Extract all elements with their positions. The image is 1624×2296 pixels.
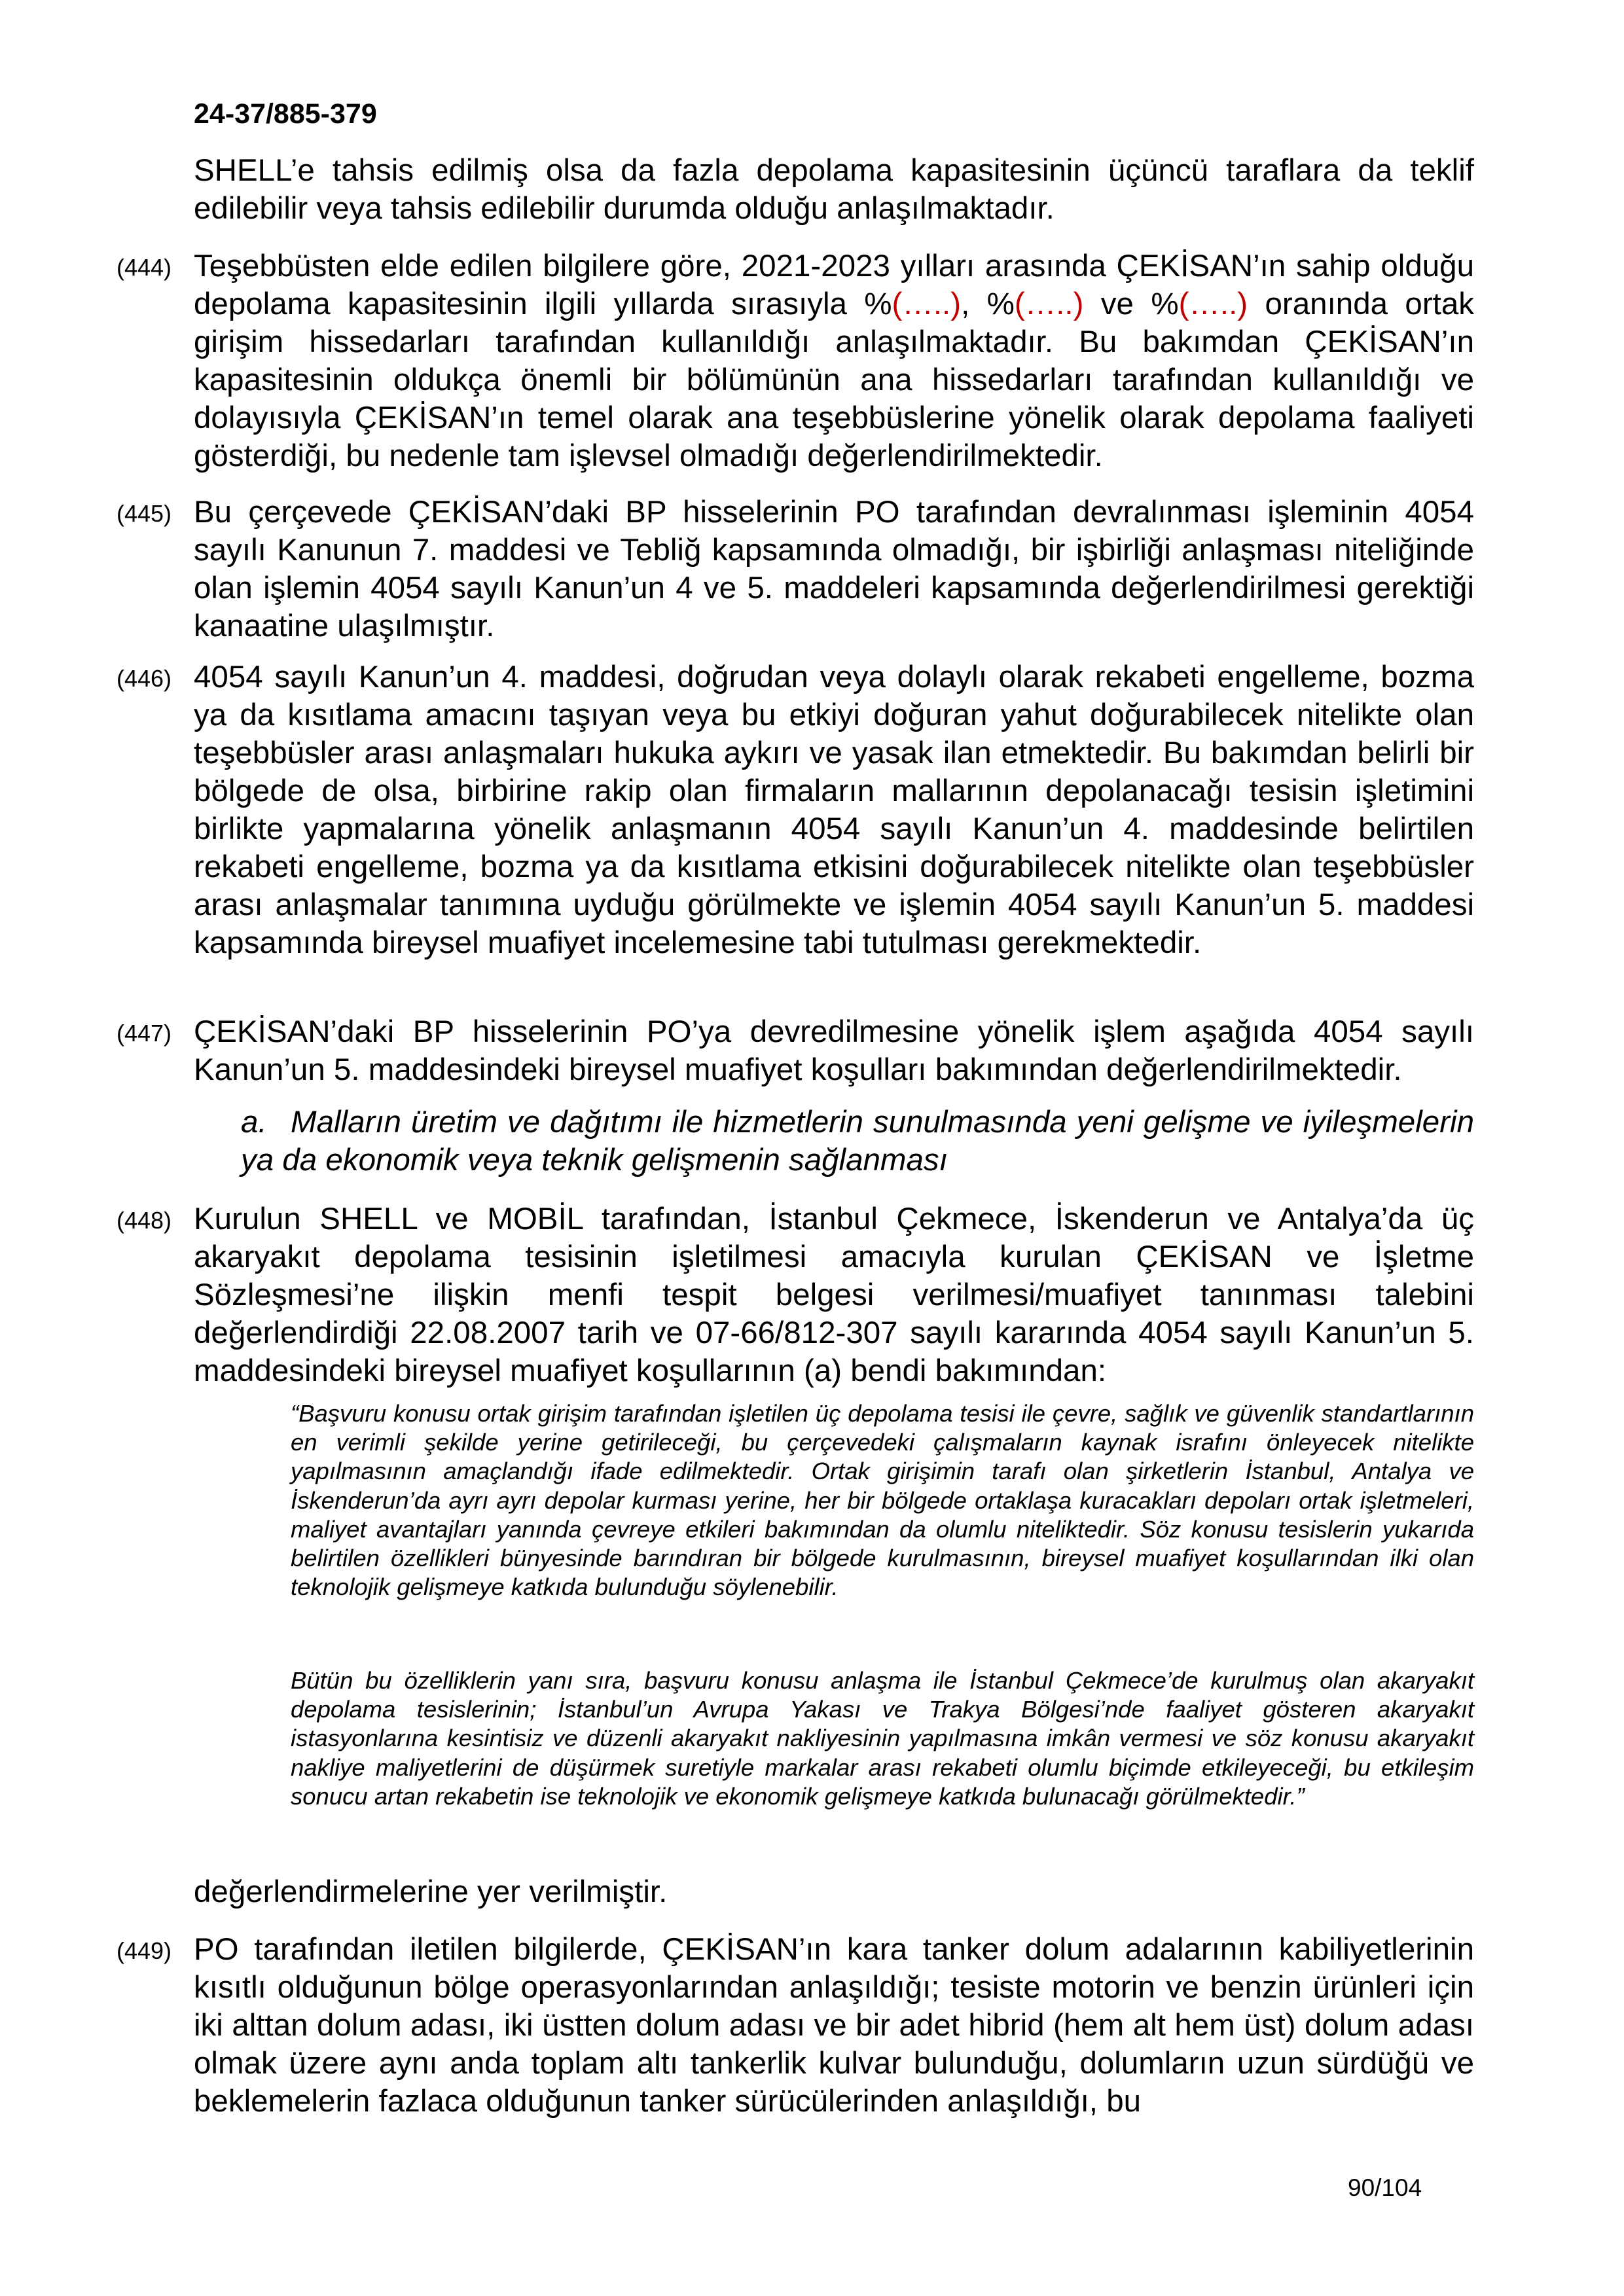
paragraph-text: 4054 sayılı Kanun’un 4. maddesi, doğrudan veya dolaylı olarak rekabeti engelleme, bozma ya da kısıtlama amacını taşıyan veya bu etkiyi doğuran yahut doğurabilecek nitelikte olan teşebbüsler arası anlaşmaları hukuka aykırı ve yasak ilan etmektedir. Bu bakımdan belirli bir bölgede de olsa, birbirine rakip olan firmaların mallarının depolanacağı tesisin işletimini birlikte yapmalarına yönelik anlaşmanın 4054 sayılı Kanun’un 4. maddesinde belirtilen rekabeti engelleme, bozma ya da kısıtlama etkisini doğurabilecek nitelikte olan teşebbüsler arası anlaşmalar tanımına uyduğu görülmekte ve işlemin 4054 sayılı Kanun’un 5. maddesi kapsamında bireysel muafiyet incelemesine tabi tutulması gerekmektedir.	[194, 660, 1474, 960]
block-quote-2: Bütün bu özelliklerin yanı sıra, başvuru konusu anlaşma ile İstanbul Çekmece’de kurulmuş olan akaryakıt depolama tesislerinin; İstanbul’un Avrupa Yakası ve Trakya Bölgesi’nde faaliyet gösteren akaryakıt istasyonlarına kesintisiz ve düzenli akaryakıt nakliyesinin yapılmasına imkân vermesi ve söz konusu akaryakıt nakliye maliyetlerini de düşürmek suretiyle markalar arası rekabeti olumlu biçimde etkileyeceği, bu etkileşim sonucu artan rekabetin ise teknolojik ve ekonomik gelişmeye katkıda bulunacağı görülmektedir.”	[291, 1667, 1474, 1810]
subheading-text: Malların üretim ve dağıtımı ile hizmetlerin sunulmasında yeni gelişme ve iyileşmelerin ya da ekonomik veya teknik gelişmenin sağlanması	[241, 1105, 1474, 1177]
paragraph-text: Bu çerçevede ÇEKİSAN’daki BP hisselerinin PO tarafından devralınması işleminin 4054 sayılı Kanunun 7. maddesi ve Tebliğ kapsamında olmadığı, bir işbirliği anlaşması niteliğinde olan işlemin 4054 sayılı Kanun’un 4 ve 5. maddeleri kapsamında değerlendirilmesi gerektiği kanaatine ulaşılmıştır.	[194, 495, 1474, 643]
redacted-value: (…..)	[1178, 287, 1248, 321]
paragraph-text: oranında ortak girişim hissedarları tarafından kullanıldığı anlaşılmaktadır. Bu bakımdan ÇEKİSAN’ın kapasitesinin oldukça önemli bir bölümünün ana hissedarları tarafından kullanıldığı ve dolayısıyla ÇEKİSAN’ın temel olarak ana teşebbüslerine yönelik olarak depolama faaliyeti gösterdiği, bu nedenle tam işlevsel olmadığı değerlendirilmektedir.	[194, 287, 1475, 473]
paragraph-449	[117, 1931, 1474, 2121]
paragraph-number: (448)	[117, 1207, 172, 1234]
paragraph-444	[117, 247, 1475, 475]
page-number: 90/104	[1348, 2174, 1422, 2201]
block-quote-1: “Başvuru konusu ortak girişim tarafından işletilen üç depolama tesisi ile çevre, sağlık ve güvenlik standartlarının en verimli şekilde yerine getirileceği, bu çerçevedeki çalışmaların kaynak israfını önleyecek nitelikte yapılmasının amaçlandığı ifade edilmektedir. Ortak girişimin tarafı olan şirketlerin İstanbul, Antalya ve İskenderun’da ayrı ayrı depolar kurması yerine, her bir bölgede ortaklaşa kuracakları depoları ortak işletmeleri, maliyet avantajları yanında çevreye etkileri bakımından da olumlu niteliktedir. Söz konusu tesislerin yukarıda belirtilen özellikleri bünyesinde barındıran bir bölgede kurulmasının, bireysel muafiyet koşullarından ilki olan teknolojik gelişmeye katkıda bulunduğu söylenebilir.	[291, 1400, 1474, 1601]
section-subheading	[241, 1103, 1474, 1179]
paragraph-448	[117, 1200, 1474, 1390]
subheading-letter: a.	[241, 1105, 267, 1139]
paragraph-continuation: SHELL’e tahsis edilmiş olsa da fazla depolama kapasitesinin üçüncü taraflara da teklif edilebilir veya tahsis edilebilir durumda olduğu anlaşılmaktadır.	[194, 153, 1474, 226]
paragraph-number: (449)	[117, 1937, 172, 1964]
paragraph-number: (447)	[117, 1020, 172, 1047]
paragraph-447	[117, 1013, 1474, 1089]
paragraph-445	[117, 493, 1474, 645]
redacted-value: (…..)	[1014, 287, 1084, 321]
paragraph-text: ve %	[1083, 287, 1179, 321]
paragraph-after-quote: değerlendirmelerine yer verilmiştir.	[194, 1874, 668, 1909]
paragraph-number: (444)	[117, 254, 172, 281]
redacted-value: (…..)	[892, 287, 962, 321]
paragraph-number: (446)	[117, 665, 172, 692]
paragraph-text: , %	[961, 287, 1015, 321]
paragraph-text: PO tarafından iletilen bilgilerde, ÇEKİSAN’ın kara tanker dolum adalarının kabiliyetlerinin kısıtlı olduğunun bölge operasyonlarından anlaşıldığı; tesiste motorin ve benzin ürünleri için iki alttan dolum adası, iki üstten dolum adası ve bir adet hibrid (hem alt hem üst) dolum adası olmak üzere aynı anda toplam altı tankerlik kulvar bulunduğu, dolumların uzun sürdüğü ve beklemelerin fazlaca olduğunun tanker sürücülerinden anlaşıldığı, bu	[194, 1932, 1474, 2119]
paragraph-text: ÇEKİSAN’daki BP hisselerinin PO’ya devredilmesine yönelik işlem aşağıda 4054 sayılı Kanun’un 5. maddesindeki bireysel muafiyet koşulları bakımından değerlendirilmektedir.	[194, 1014, 1474, 1087]
paragraph-446	[117, 658, 1474, 962]
paragraph-text: Teşebbüsten elde edilen bilgilere göre, 2021-2023 yılları arasında ÇEKİSAN’ın sahip olduğu depolama kapasitesinin ilgili yıllarda sırasıyla %	[194, 249, 1474, 321]
document-number: 24-37/885-379	[194, 98, 377, 130]
paragraph-number: (445)	[117, 500, 172, 527]
paragraph-text: Kurulun SHELL ve MOBİL tarafından, İstanbul Çekmece, İskenderun ve Antalya’da üç akaryakıt depolama tesisinin işletilmesi amacıyla kurulan ÇEKİSAN ve İşletme Sözleşmesi’ne ilişkin menfi tespit belgesi verilmesi/muafiyet tanınması talebini değerlendirdiği 22.08.2007 tarih ve 07-66/812-307 sayılı kararında 4054 sayılı Kanun’un 5. maddesindeki bireysel muafiyet koşullarının (a) bendi bakımından:	[194, 1202, 1474, 1388]
